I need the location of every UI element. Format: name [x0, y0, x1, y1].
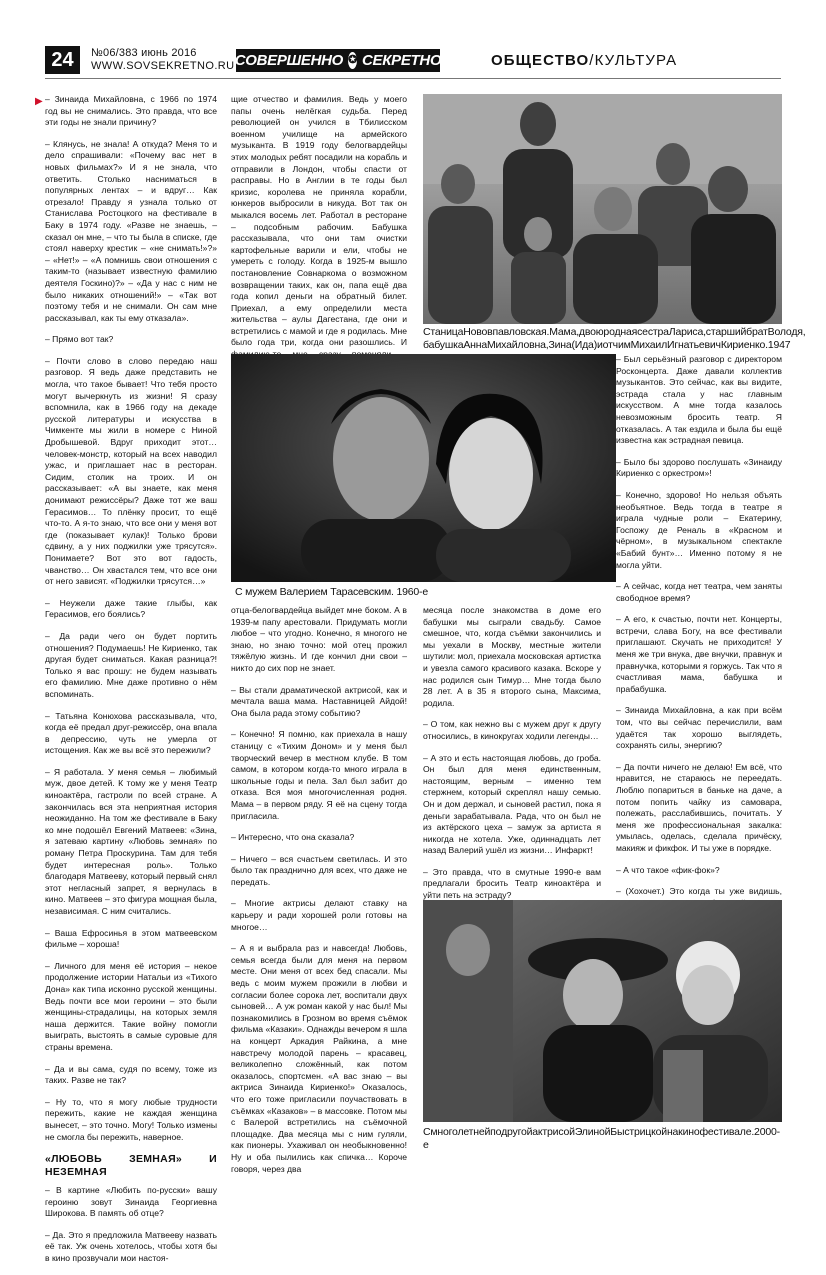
- paragraph: – Да и вы сама, судя по всему, тоже из таких. Разве не так?: [45, 1063, 217, 1086]
- paragraph: – Зинаида Михайловна, а как при всём том, что вы сейчас перечислили, вам удаётся так хорошо выглядеть, сохранять силы, энергию?: [616, 705, 782, 751]
- husband-photo-image: [231, 354, 616, 582]
- paragraph: месяца после знакомства в доме его бабушки мы сыграли свадьбу. Самое смешное, что, когда съёмки закончились и мы уехали в Москву, местные жители шутили: мол, приехала московская артистка и увезла самого красивого казака. Вскоре у нас родился сын Тимур… Мне тогда было 28 лет. А в 35 я второго сына, Максима, родила.: [423, 605, 602, 708]
- paragraph: – Прямо вот так?: [45, 334, 114, 345]
- column-2-bottom: [231, 605, 407, 1185]
- article-start-arrow-icon: ▶: [35, 96, 43, 107]
- paragraph: – Интересно, что она сказала?: [231, 832, 355, 843]
- site-url[interactable]: WWW.SOVSEKRETNO.RU: [91, 60, 235, 72]
- family-photo-image: [423, 94, 782, 324]
- paragraph: – Ваша Ефросинья в этом матвеевском фильме – хороша!: [45, 927, 217, 950]
- paragraph: – В картине «Любить по-русски» вашу героиню зовут Зинаида Георгиевна Широкова. В память об отце?: [45, 1185, 217, 1219]
- header-divider: [45, 78, 781, 79]
- festival-photo: [423, 900, 782, 1122]
- rubric-main: ОБЩЕСТВО: [491, 52, 590, 69]
- column-2-top: [231, 94, 407, 382]
- festival-photo-caption: СмноголетнейподругойактрисойЭлинойБыстрицкойнакинофестивале.2000-е: [423, 1126, 780, 1151]
- rubric-sub: /КУЛЬТУРА: [589, 52, 678, 69]
- paragraph: – А что такое «фик-фок»?: [616, 864, 720, 875]
- husband-photo: [231, 354, 616, 582]
- paragraph: – А его, к счастью, почти нет. Концерты, встречи, слава Богу, на все фестивали приглашают. Скучать не приходится! У меня же три внука, две внучки, правнук и правнучка, которыми я горжусь. Так что я счастливая мама, бабушка и прабабушка.: [616, 614, 782, 694]
- paragraph: – Зинаида Михайловна, с 1966 по 1974 год вы не снимались. Это правда, что все эти годы не знали причину?: [45, 94, 217, 128]
- column-3: [423, 605, 601, 912]
- col1-body: [45, 94, 217, 1265]
- paragraph-text: – (Хохочет.) Это когда ты уже видишь,: [616, 886, 782, 897]
- paragraph: – Вы стали драматической актрисой, как и мечтала ваша мама. Наставницей Айдой! Она была рада этому событию?: [231, 684, 407, 718]
- paragraph: – Клянусь, не знала! А откуда? Меня то и дело спрашивали: «Почему вас нет в новых фильмах?» И я не знала, что ответить. Столько насниматься в популярных лентах – и вдруг… Как отрезало! Правду я узнала только от Станислава Ростоцкого на фестивале в Баку в 1974 году. «Разве не знаешь, – сказал он мне, – что ты была в списке, где стоял наверху крестик – «не снимать!»?» – «Нет!» – «А помнишь свои отношения с таким-то (называет известную фамилию деятеля Госкино)?» – «Да у нас с ним не было никаких отношений!» – «Так вот поэтому тебя и не снимали. Он сам мне рассказывал, как ты ему отказала».: [45, 138, 217, 323]
- column-1: [45, 94, 217, 1275]
- paragraph: щие отчество и фамилия. Ведь у моего папы очень нелёгкая судьба. Перед революцией он учился в Тбилисском военном училище на армейского музыканта. В 1919 году белогвардейцы этих молодых ребят посадили на корабль и отправили в Лондон, чтобы спасти от расправы. Но в Англии в те годы был кризис, королева не приняла корабли, юнкеров выбросили в никуда. Вот так он мыкался восемь лет. Работал в ресторане – подсобным рабочим. Бабушка рассказывала, что они там очистки картофельные варили и ели, чтобы не умереть с голоду. Когда в 1925-м вышло постановление Совнаркома о возможном возвращении таких, как он, папа ещё два года копил деньги на обратный билет. Приехал, а ему определили места жительства – аулы Дагестана, где они и встретились с мамой и где я родилась. Мне было года три, когда они разошлись. И: [231, 94, 407, 348]
- paragraph: – Личного для меня её история – некое продолжение истории Натальи из «Тихого Дона» как типа исконно русской женщины. Ведь почти все мои героини – это были женщины-страдалицы, на которых земля наша держится. Такие войну помогли выиграть, выстоять в самые суровые для страны времена.: [45, 960, 217, 1052]
- paragraph: – Неужели даже такие глыбы, как Герасимов, его боялись?: [45, 597, 217, 620]
- family-photo-caption: СтаницаНововпавловская.Мама,двоюроднаясестраЛариса,старшийбратВолодя, бабушкаАннаМихайловна,Зина(Ида)иотчимМихаилИгнатьевичКириенко.1947: [423, 326, 806, 351]
- paragraph: – А это и есть настоящая любовь, до гроба. Он был для меня единственным, настоящим, верным – именно тем стержнем, который скреплял нашу семью. Он и дом держал, и сыновей растил, пока я деньги зарабатывала. Рада, что он был не из актёрского цеха – замуж за артиста я никогда не хотела. Уже, одиннадцать лет назад Валерий ушёл из жизни… Инфаркт!: [423, 752, 601, 856]
- paragraph: – Я работала. У меня семья – любимый муж, двое детей. К тому же у меня Театр киноактёра, гастроли по всей стране. А закончилась вся эта неприятная история неожиданно. На том же фестивале в Баку ко мне подошёл Евгений Матвеев: «Зина, я затеваю картину «Любовь земная» по роману Петра Проскурина. Там для тебя будет интересная роль». Только благодаря Матвееву, который первый снял этот негласный запрет, я вернулась в кино. Матвеев – это фигура мощная была, независимая. С ним считались.: [45, 766, 217, 916]
- column-4: [616, 354, 782, 987]
- paragraph: – Ну то, что я могу любые трудности пережить, какие не каждая женщина вынесет, – это точно. Могу! Только измены не смогла бы пережить, наверное.: [45, 1096, 217, 1142]
- logo-left-word: СОВЕРШЕННО: [234, 52, 344, 69]
- paragraph: – О том, как нежно вы с мужем друг к другу относились, в кинокругах ходили легенды…: [423, 719, 601, 741]
- subheading: «ЛЮБОВЬ ЗЕМНАЯ» И НЕЗЕМНАЯ: [45, 1153, 217, 1179]
- paragraph: – Многие актрисы делают ставку на карьеру и ради хорошей роли готовы на многое…: [231, 898, 407, 932]
- page-number: 24: [45, 46, 80, 74]
- page-header: [0, 0, 826, 84]
- paragraph: – Конечно, здорово! Но нельзя объять необъятное. Ведь тогда в театре я играла чудные роли – Екатерину, Госпожу де Реналь в «Красном и чёрном», в музыкальном спектакле «Бабий бунт»… Именно потому я не могла уйти.: [616, 489, 782, 570]
- husband-photo-caption: С мужем Валерием Тарасевским. 1960-е: [235, 586, 428, 598]
- family-photo: [423, 94, 782, 324]
- paragraph: отца-белогвардейца выйдет мне боком. А в 1939-м папу арестовали. Придумать могли любое – что угодно. Конечно, я многого не знаю, но знаю точно: мой отец прожил тяжёлую жизнь. И где кончил дни свои – никто до сих пор не знает.: [231, 605, 407, 673]
- paragraph: – А я и выбрала раз и навсегда! Любовь, семья всегда были для меня на первом месте. Они меня от всех бед спасали. Мы ведь с моим мужем прожили в любви и согласии более сорока лет, воспитали двух сыновей… А уж роман какой у нас был! Мы познакомились в Грозном во время съёмок фильма «Казаки». Однажды вечером я шла на концерт Аркадия Райкина, а мне навстречу молодой парень – красавец, великолепно сложённый, как потом оказалось, спортсмен. «А вас знаю – вы актриса Зинаида Кириенко!» Оказалось, что его тоже пригласили поучаствовать в съёмках «Казаков» – в массовке. Потом мы с Валерой встретились на съёмочной площадке. Два месяца мы с ним гуляли, как пионеры. Ухаживал он необыкновенно! Ну и оба пылились как спичка… Короче говоря, через два: [231, 943, 407, 1174]
- globe-icon: ✪: [348, 52, 357, 69]
- paragraph: – Да почти ничего не делаю! Ем всё, что нравится, не стараюсь не переедать. Люблю попариться в баньке на даче, а потом попить чайку из самовара, полежать, расслабившись, почитать. У меня же профессиональная закалка: умылась, оделась, сделала причёску, макияж и фикфок. И ты уже в порядке.: [616, 761, 782, 853]
- masthead-logo: [236, 49, 440, 72]
- issue-info: №06/383 июнь 2016: [91, 47, 197, 59]
- festival-photo-image: [423, 900, 782, 1122]
- logo-right-word: СЕКРЕТНО: [361, 52, 442, 69]
- paragraph: – Да. Это я предложила Матвееву назвать её так. Уж очень хотелось, чтобы хотя бы в кино прозвучали мои настоя-: [45, 1229, 217, 1264]
- paragraph: – Почти слово в слово передаю наш разговор. Я ведь даже представить не могла, что такое бывает! Что тебя просто могут вычеркнуть из жизни! Я сразу вспомнила, как в 1966 году на декаде русской литературы и искусства в Чимкенте мы жили в номере с Ниной Дробышевой. Вдруг приходит этот… человек-монстр, который на всех наводил ужас, и приглашает нас в ресторан. Сидим, столик на троих. И он рассказывает: «А вы знаете, как меня донимают режиссёры? Даже тот же ваш Герасимов… То плёнку просит, то ещё что-то. А я-то знаю, что все они у меня вот где (показывает кулак)! Только брови сдвину, а у них поджилки уже трясутся». Понимаете? Вот это вот гадость, чванство… Он хвастался тем, что все они от него зависят. «Поджилки трясутся…»: [45, 355, 217, 587]
- paragraph: – А сейчас, когда нет театра, чем заняты свободное время?: [616, 581, 782, 603]
- paragraph: – Был серьёзный разговор с директором Росконцерта. Даже давали коллектив музыкантов. Это сейчас, как вы видите, эстрада стала у нас главным искусством. А мне тогда казалось невозможным бросить театр. Я отказалась. А так ездила и была бы ещё известна как эстрадная певица.: [616, 354, 782, 446]
- paragraph: – Татьяна Конюхова рассказывала, что, когда её предал друг-режиссёр, она впала в депрессию, чуть не умерла от истощения. Как же вы всё это пережили?: [45, 710, 217, 756]
- paragraph: – Конечно! Я помню, как приехала в нашу станицу с «Тихим Доном» и у меня был творческий вечер в местном клубе. В том самом, в котором когда-то много играла в школьные годы и пела. Зал был забит до отказа. Вся моя многочисленная родня. Мама – в первом ряду. Я её на сцену тогда пригласила.: [231, 729, 407, 821]
- paragraph: – Это правда, что в смутные 1990-е вам предлагали бросить Театр киноактёра и уйти петь на эстраду?: [423, 866, 601, 901]
- paragraph: – Было бы здорово послушать «Зинаиду Кириенко с оркестром»!: [616, 456, 782, 479]
- paragraph: – Да ради чего он будет портить отношения? Подумаешь! Не Кириенко, так другая будет сниматься. Какая разница?! Только я вас прошу: не будем называть его фамилию. Мне даже противно о нём вспоминать.: [45, 630, 217, 699]
- section-rubric: [491, 52, 677, 70]
- paragraph: – Ничего – вся счастьем светилась. И это было так празднично для всех, что даже не передать.: [231, 853, 407, 887]
